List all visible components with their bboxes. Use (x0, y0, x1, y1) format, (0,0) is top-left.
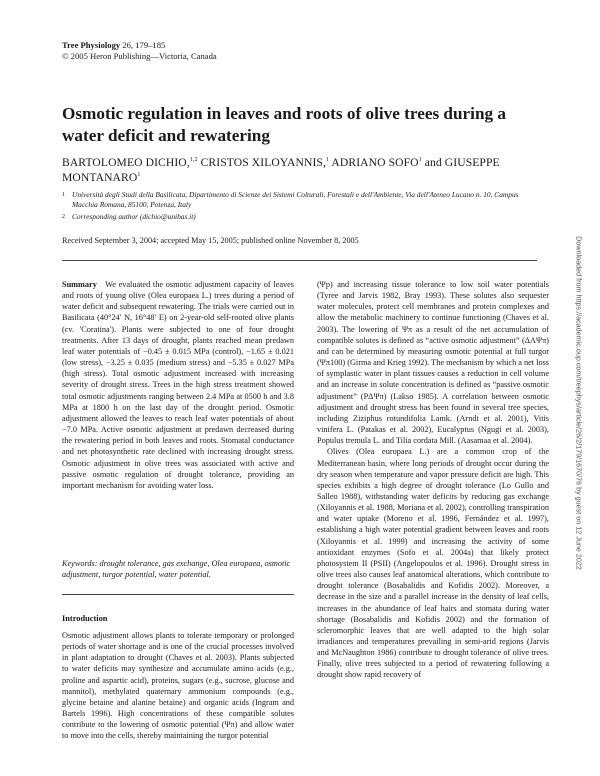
author-3: ADRIANO SOFO (329, 156, 419, 169)
right-paragraph-1: (Ψp) and increasing tissue tolerance to low soil water potentials (Tyree and Jarvis 1982, Bray 1993). These solutes also sequester water molecules, protect cell membranes and protein complexes and allow the metabolic machinery to continue functioning (Chaves et al. 2003). The lowering of Ψπ as a result of the net accumulation of compatible solutes is defined as “active osmotic adjustment” (ΔAΨπ) and can be determined by measuring osmotic potential at full turgor (Ψπ100) (Girma and Krieg 1992). The mechanism by which a net loss of symplastic water in plant tissues causes a reduction in cell volume and an increase in solute concentration is defined as “passive osmotic adjustment” (PΔΨπ) (Lakso 1985). A correlation between osmotic adjustment and drought stress has been found in several tree species, including Ziziphus rotundifolia Lamk. (Arndt et al. 2001), Vitis vinifera L. (Patakas et al. 2002), Eucalyptus (Ngugi et al. 2003), Populus tremula L. and Tilia cordata Mill. (Aasamaa et al. 2004). (317, 280, 549, 446)
affiliation-2 (62, 212, 542, 222)
paper-title: Osmotic regulation in leaves and roots of olive trees during a water deficit and rewatering (62, 104, 506, 145)
intro-text: Osmotic adjustment allows plants to tolerate temporary or prolonged periods of water shortage and is one of the crucial processes involved in plant adaptation to drought (Chaves et al. 2003). Plants subjected to water deficits may synthesize and accumulate amino acids (e.g., proline and aspartic acid), proteins, sugars (e.g., sucrose, glucose and mannitol), methylated quaternary ammonium compounds (e.g., glycine betaine and alanine betaine) and organic acids (Ingram and Bartels 1996). High concentrations of these compatible solutes contribute to the lowering of osmotic potential (Ψπ) and allow water to move into the cells, thereby maintaining the turgor potential (62, 631, 294, 741)
summary-label: Summary (62, 280, 97, 289)
author-list (62, 155, 542, 185)
intro-heading: Introduction (62, 614, 108, 623)
right-column (317, 279, 549, 681)
affiliation-1-text: Università degli Studi della Basilicata, Dipartimento di Scienze dei Sistemi Colturali, Forestali e dell'Ambiente, Via dell'Ateneo Lucano n. 10, Campus Macchia Romana, 85100, Potenza, Italy (72, 190, 519, 209)
affiliation-1 (62, 190, 542, 210)
copyright: © 2005 Heron Publishing—Victoria, Canada (62, 51, 217, 61)
affiliation-2-num: 2 (62, 214, 65, 220)
author-2: CRISTOS XILOYANNIS, (197, 156, 326, 169)
author-1-sup: 1,2 (189, 157, 198, 164)
summary-text: We evaluated the osmotic adjustment capacity of leaves and roots of young olive (Olea europaea L.) trees during a period of water deficit and subsequent rewatering. The trials were carried out in Basilicata (40°24′ N, 16°48′ E) on 2-year-old self-rooted olive plants (cv. 'Coratina'). Plants were subjected to one of four drought treatments. After 13 days of drought, plants reached mean predawn leaf water potentials of −0.45 ± 0.015 MPa (control), −1.65 ± 0.021 (low stress), −3.25 ± 0.035 (medium stress) and −5.35 ± 0.027 MPa (high stress). Total osmotic adjustment increased with increasing severity of drought stress. Trees in the high stress treatment showed total osmotic adjustments ranging between 2.4 MPa at 0500 h and 3.8 MPa at 1800 h on the last day of the drought period. Osmotic adjustment allowed the leaves to reach leaf water potentials of about −7.0 MPa. Active osmotic adjustment at predawn decreased during the rewatering period in both leaves and roots. Stomatal conductance and net photosynthetic rate declined with increasing drought stress. Osmotic adjustment in olive trees was associated with active and passive osmotic regulation of drought tolerance, providing an important mechanism for avoiding water loss. (62, 280, 295, 490)
keywords: Keywords: drought tolerance, gas exchange, Olea europaea, osmotic adjustment, turgor potential, water potential. (62, 559, 291, 580)
journal-header (62, 40, 217, 62)
author-4-sup: 1 (137, 172, 141, 179)
affiliation-1-num: 1 (62, 192, 65, 198)
affiliation-2-text: Corresponding author (dichio@unibas.it) (72, 212, 196, 221)
right-paragraph-2: Olives (Olea europaea L.) are a common crop of the Mediterranean basin, where long periods of drought occur during the dry season when temperature and vapor pressure deficit are high. This species exhibits a high degree of drought tolerance (Lo Gullo and Salleo 1988), withstanding water deficits by reducing gas exchange (Xiloyannis et al. 1988, Moriana et al. 2002), controlling transpiration and water uptake (Moreno et al. 1996, Fernández et al. 1997), establishing a high water potential gradient between leaves and roots (Xiloyannis et al. 1999) and increasing the activity of some antioxidant enzymes (Sofo et al. 2004a) that likely protect photosystem II (PSII) (Angelopoulos et al. 1996). Drought stress in olive trees also causes leaf anatomical alterations, which contribute to drought tolerance (Bosabalidis and Kofidis 2002). Moreover, a decrease in the size and a parallel increase in the density of leaf cells, increases in the abundance of leaf hairs and stomata during water shortage (Bosabalidis and Kofidis 2002) and the formation of scleromorphic leaves that are well adapted to the high solar irradiances and temperatures prevailing in semi-arid regions (Jarvis and McNaughton 1986) contribute to drought tolerance of olive trees. Finally, olive trees subjected to a period of rewatering following a drought show rapid recovery of (317, 447, 549, 680)
download-watermark (574, 194, 584, 612)
author-1: BARTOLOMEO DICHIO, (62, 156, 190, 169)
summary-block (62, 279, 294, 491)
keywords-divider (62, 594, 294, 595)
affiliations (62, 190, 542, 223)
author-2-sup: 1 (325, 157, 330, 164)
journal-name: Tree Physiology (62, 40, 121, 50)
volume-pages: 26, 179–185 (122, 40, 166, 50)
top-divider (62, 260, 537, 261)
download-note[interactable]: Downloaded from https://academic.oup.com/treephys/article/26/2/179/1670/76 by guest on 12 June 2022 (574, 236, 584, 570)
received-dates: Received September 3, 2004; accepted May 15, 2005; published online November 8, 2005 (62, 236, 359, 245)
author-3-sup: 1 (418, 157, 422, 164)
author-4: and GIUSEPPE MONTANARO (62, 156, 500, 184)
